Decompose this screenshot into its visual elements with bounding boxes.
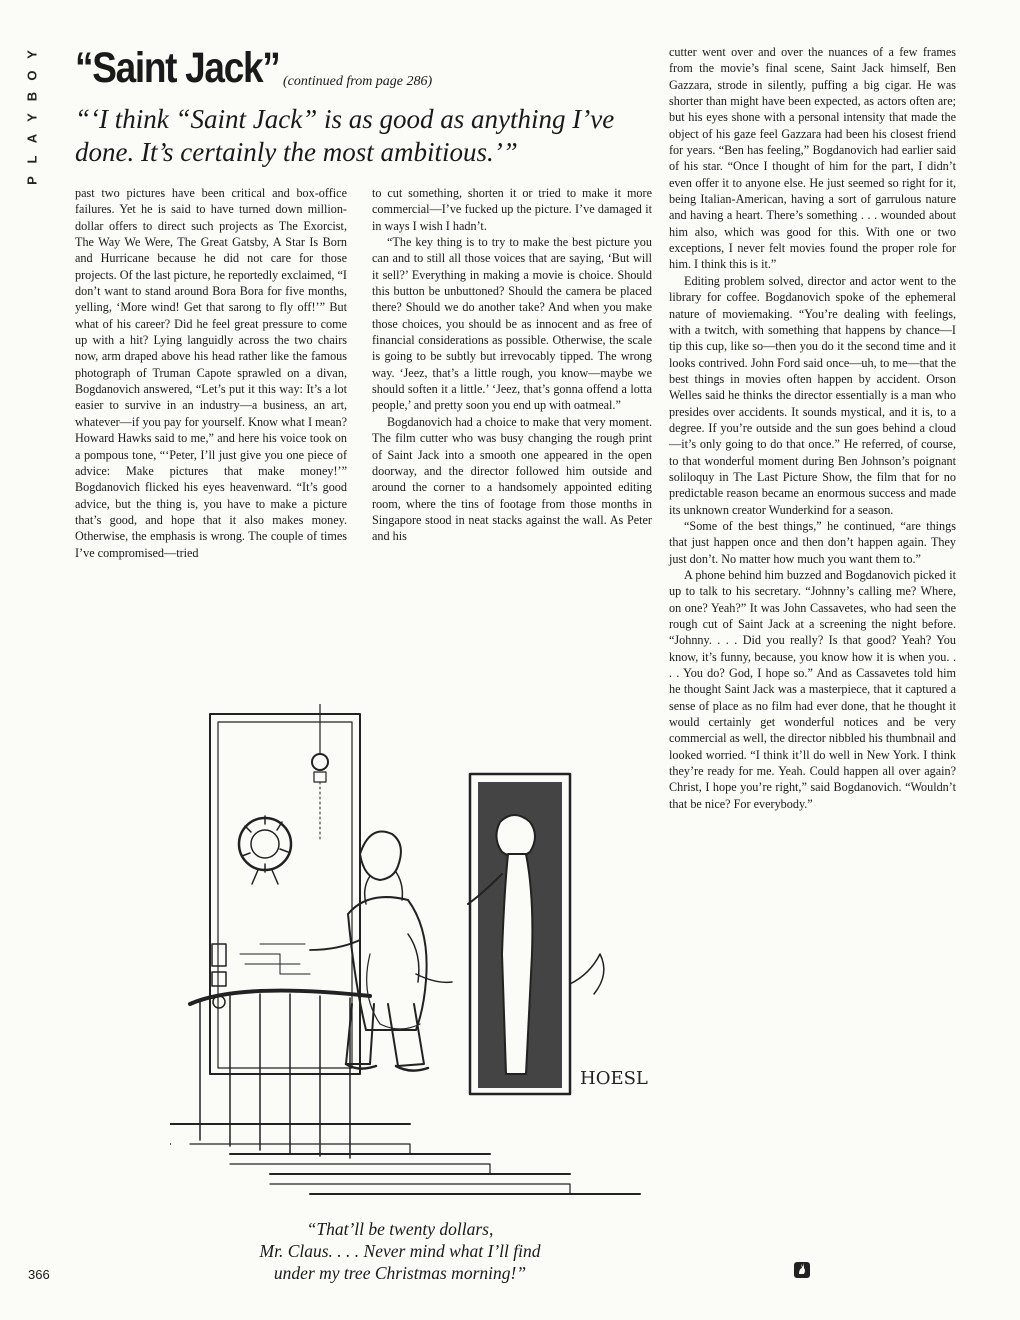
cartoon-caption	[180, 1218, 620, 1284]
caption-line: Mr. Claus. . . . Never mind what I’ll find	[259, 1241, 541, 1261]
rabbit-logo-icon	[794, 1262, 810, 1278]
article-paragraph: “The key thing is to try to make the best picture you can and to still all those voices that are saying, ‘But will it sell?’ Everything in making a movie is choice. Should this button be unbuttoned? Should the camera be placed there? Should we do another take? And when you make those choices, you should be as innocent and as free of financial considerations as possible. Otherwise, the scale is going to be subtly but irrevocably tipped. The wrong way. ‘Jeez, that’s a little rough, you know—maybe we should soften it a little.’ ‘Jeez, that’s gonna offend a lotta people,’ and pretty soon you end up with oatmeal.”	[372, 235, 652, 413]
article-paragraph: to cut something, shorten it or tried to make it more commercial—I’ve fucked up the picture. I’ve damaged it in ways I wish I hadn’t.	[372, 186, 652, 233]
article-header	[75, 44, 675, 104]
text-column-1	[75, 185, 347, 561]
text-column-2	[372, 185, 652, 545]
magazine-name: Y O B Y A L P	[24, 50, 40, 185]
article-paragraph: cutter went over and over the nuances of a few frames from the movie’s final scene, Saint Jack himself, Ben Gazzara, strode in silently, puffing a big cigar. He was shorter than might have been expected, as actors often are; but his eyes shone with a personal intensity that made the object of his gaze feel Gazzara had been his closest friend for years. “Ben has feeling,” Bogdanovich had earlier said of his star. “Once I thought of him for the part, I didn’t even offer it to anyone else. He just seemed so right for it, being Italian-American, having a sort of garrulous nature and having a heart. There’s something . . . wounded about him also, which was good for this. With one or two exceptions, I never felt movies found the proper role for him. I think this is it.”	[669, 45, 956, 272]
article-paragraph: past two pictures have been critical and box-office failures. Yet he is said to have turned down million-dollar offers to direct such projects as The Exorcist, The Way We Were, The Great Gatsby, A Star Is Born and Hurricane because he did not care for those projects. Of the last picture, he reportedly exclaimed, “I don’t want to stand around Bora Bora for five months, yelling, ‘More wind! Get that sarong to fly off!’” But what of his career? Did he feel great pressure to come up with a hit? Lying languidly across the two chairs now, arm draped above his head rather like the famous photograph of Truman Capote sprawled on a divan, Bogdanovich answered, “Let’s put it this way: It’s a lot easier to survive in an industry—a business, an art, whatever—if you pay for yourself. Know what I mean? Howard Hawks said to me,” and here his voice took on a pompous tone, “‘Peter, I’ll just give you one piece of advice: Make pictures that make money!’” Bogdanovich flicked his eyes heavenward. “It’s good advice, but the thing is, you have to make a picture that’s good, and hope that it also makes money. Otherwise, the emphasis is wrong. The couple of times I’ve compromised—tried	[75, 186, 347, 560]
continued-note: (continued from page 286)	[283, 74, 433, 89]
article-paragraph: “Some of the best things,” he continued, “are things that just happen once and then don’t happen again. They just don’t. No matter how much you want them to.”	[669, 518, 956, 566]
article-title: “Saint Jack”	[75, 44, 280, 92]
santa-figure	[310, 832, 452, 1071]
text-column-3	[669, 44, 956, 812]
hallway-door	[210, 714, 360, 1074]
artist-signature: HOESL	[580, 1068, 648, 1089]
pull-quote: “‘I think “Saint Jack” is as good as anything I’ve done. It’s certainly the most ambitious.’”	[75, 104, 615, 167]
article-paragraph: Bogdanovich had a choice to make that very moment. The film cutter who was busy changing the rough print of Saint Jack into a smooth one appeared in the open doorway, and the director followed him outside and around the corner to a handsomely appointed editing room, where the tins of footage from those months in Singapore stood in neat stacks against the wall. As Peter and his	[372, 414, 652, 544]
caption-line: under my tree Christmas morning!”	[273, 1263, 527, 1283]
article-paragraph: A phone behind him buzzed and Bogdanovich picked it up to talk to his secretary. “Johnny’s calling me? Where, on one? Yeah?” It was John Cassavetes, who had seen the rough cut of Saint Jack at a screening the night before. “Johnny. . . . Did you really? Is that good? Yeah? You know, it’s funny, because, you know how it is when you. . . . You do? God, I hope so.” And as Cassavetes told him he thought Saint Jack was a masterpiece, that it captured a sense of place as no film had ever done, that he thought it would certainly get wonderful notices and be very commercial as well, the director nibbled his thumbnail and looked worried. “I think it’ll do well in New York. I think they’re ready for me. Yeah. Could happen all over again? Christ, I hope you’re right,” said Bogdanovich. “Wouldn’t that be nice? For everybody.”	[669, 568, 956, 811]
christmas-wreath-icon	[239, 816, 291, 884]
caption-line: “That’ll be twenty dollars,	[306, 1219, 494, 1239]
cartoon-illustration	[170, 704, 650, 1210]
article-paragraph: Editing problem solved, director and actor went to the library for coffee. Bogdanovich spoke of the ephemeral nature of moviemaking. “You’re dealing with feelings, with a twitch, with something that happens by chance—I tip this cup, like so—then you do it the second time and it looks contrived. John Ford said once—uh, to me—that the best things in movies often happen by accident. Orson Welles said he thinks the director essentially is a man who presides over accidents. It sounds mystical, and it is, to a degree. If you’re outside and the sun goes behind a cloud—it’s only going to do that once.” He referred, of course, to that wonderful moment during Ben Johnson’s poignant soliloquy in The Last Picture Show, the film that for no predictable reason became an enormous success and made its unknown creator Wunderkind for a season.	[669, 273, 956, 517]
page-number: 366	[28, 1267, 50, 1282]
light-bulb-icon	[312, 754, 328, 770]
